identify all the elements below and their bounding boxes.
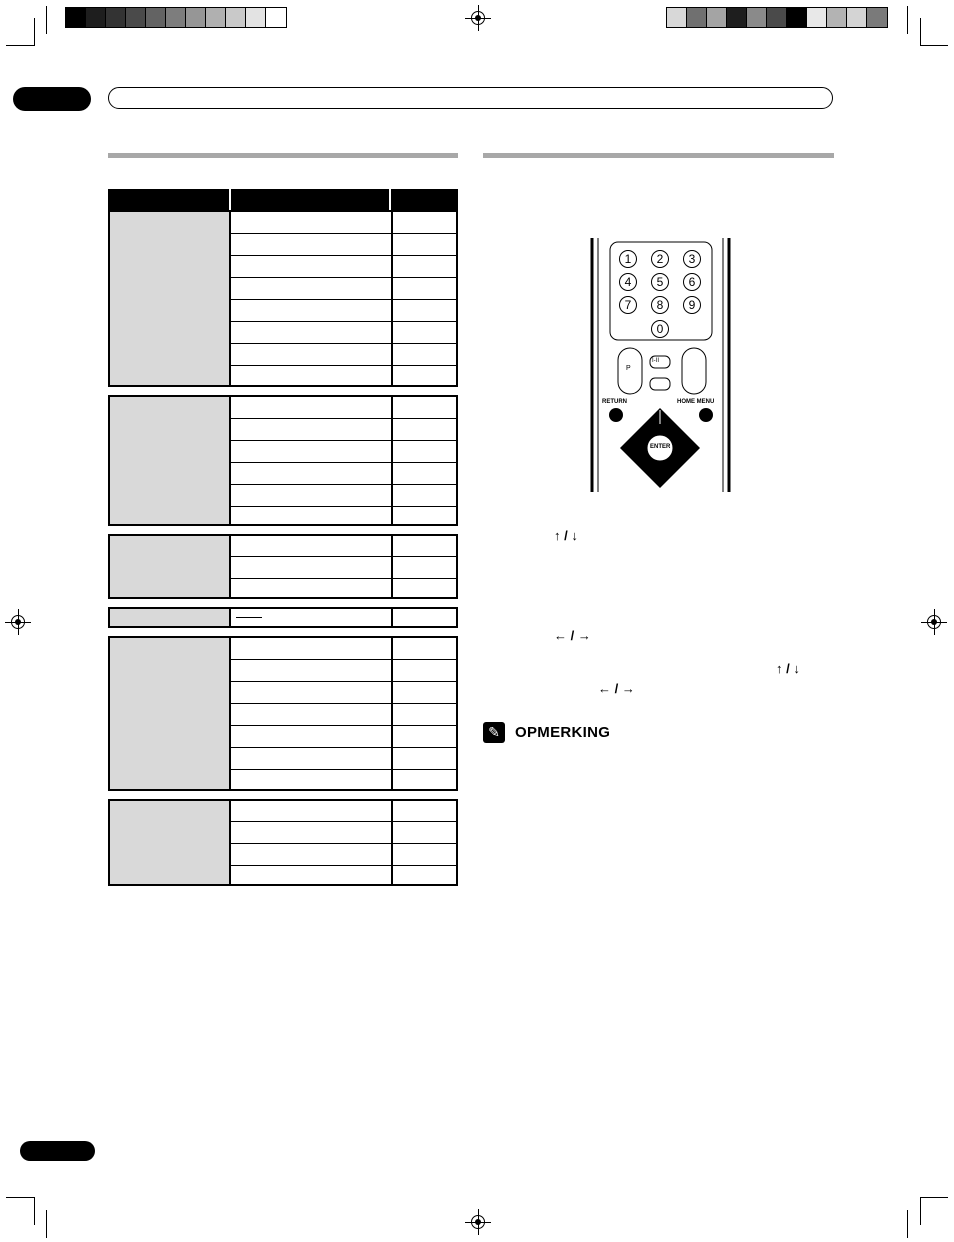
- table-row: [231, 748, 456, 770]
- color-swatch: [727, 8, 747, 27]
- table-row: [231, 441, 456, 463]
- up-down-arrow-icon: ↑ / ↓: [554, 528, 578, 543]
- color-swatch: [86, 8, 106, 27]
- remote-key: 9: [683, 296, 701, 314]
- color-swatch: [747, 8, 767, 27]
- remote-enter-label: ENTER: [650, 444, 671, 450]
- table-row: [231, 822, 456, 844]
- color-swatch: [246, 8, 266, 27]
- color-bar-left: [65, 7, 287, 28]
- remote-key: 2: [651, 250, 669, 268]
- color-swatch: [867, 8, 887, 27]
- left-right-arrow-icon: ← / →: [598, 681, 635, 696]
- table-row: [231, 801, 456, 822]
- table-row: [231, 300, 456, 322]
- table-row: [231, 704, 456, 726]
- color-swatch: [807, 8, 827, 27]
- registration-mark-icon: [11, 615, 25, 629]
- menu-table-group: [108, 395, 458, 526]
- table-row: [231, 397, 456, 419]
- crop-mark: [46, 6, 47, 34]
- crop-mark: [907, 6, 908, 34]
- crop-mark: [920, 1197, 948, 1198]
- table-row: [231, 638, 456, 660]
- remote-key: 6: [683, 273, 701, 291]
- table-row: [231, 866, 456, 886]
- registration-mark-icon: [471, 11, 485, 25]
- table-row: [231, 557, 456, 579]
- color-swatch: [707, 8, 727, 27]
- table-row: [231, 463, 456, 485]
- table-row: [231, 322, 456, 344]
- table-row: [231, 419, 456, 441]
- registration-mark-icon: [471, 1215, 485, 1229]
- remote-key: 4: [619, 273, 637, 291]
- table-row: [231, 726, 456, 748]
- table-row: [231, 256, 456, 278]
- table-row: [231, 536, 456, 557]
- remote-p-label: P: [626, 365, 631, 372]
- remote-i-ii-label: I-II: [652, 358, 659, 364]
- up-down-arrow-icon: ↑ / ↓: [776, 661, 800, 676]
- table-row: [231, 660, 456, 682]
- color-swatch: [186, 8, 206, 27]
- color-swatch: [266, 8, 286, 27]
- crop-mark: [920, 1197, 921, 1225]
- registration-mark-icon: [927, 615, 941, 629]
- menu-table-group: [108, 210, 458, 387]
- crop-mark: [6, 1197, 34, 1198]
- section-rule-left: [108, 153, 458, 158]
- table-row: [231, 278, 456, 300]
- chapter-header-bar: [108, 87, 833, 109]
- table-row: [231, 507, 456, 526]
- table-row: [231, 485, 456, 507]
- menu-table-header: [108, 189, 458, 210]
- color-swatch: [667, 8, 687, 27]
- remote-key: 7: [619, 296, 637, 314]
- crop-mark: [34, 1197, 35, 1225]
- menu-table-group: [108, 534, 458, 599]
- crop-mark: [34, 18, 35, 46]
- menu-table-group: [108, 607, 458, 628]
- remote-key: 3: [683, 250, 701, 268]
- table-row: [231, 609, 456, 626]
- color-swatch: [787, 8, 807, 27]
- menu-table-group: [108, 636, 458, 791]
- crop-mark: [920, 45, 948, 46]
- crop-mark: [6, 45, 34, 46]
- left-right-arrow-icon: ← / →: [554, 628, 591, 643]
- table-row: [231, 344, 456, 366]
- color-bar-right: [666, 7, 888, 28]
- table-row: [231, 366, 456, 387]
- chapter-tab: [13, 87, 91, 111]
- color-swatch: [206, 8, 226, 27]
- color-swatch: [66, 8, 86, 27]
- table-row: [231, 579, 456, 599]
- color-swatch: [126, 8, 146, 27]
- remote-control-illustration: [590, 238, 731, 492]
- color-swatch: [827, 8, 847, 27]
- page-number-tab: [20, 1141, 95, 1161]
- remote-key: 8: [651, 296, 669, 314]
- color-swatch: [146, 8, 166, 27]
- crop-mark: [907, 1210, 908, 1238]
- remote-home-menu-label: HOME MENU: [677, 399, 715, 405]
- color-swatch: [847, 8, 867, 27]
- table-row: [231, 682, 456, 704]
- color-swatch: [166, 8, 186, 27]
- crop-mark: [920, 18, 921, 46]
- note-label: OPMERKING: [515, 724, 611, 741]
- table-row: [231, 844, 456, 866]
- note-pencil-icon: ✎: [483, 722, 505, 743]
- color-swatch: [687, 8, 707, 27]
- table-row: [231, 770, 456, 791]
- remote-key: 1: [619, 250, 637, 268]
- menu-table-group: [108, 799, 458, 886]
- table-row: [231, 212, 456, 234]
- remote-key: 0: [651, 320, 669, 338]
- crop-mark: [46, 1210, 47, 1238]
- color-swatch: [226, 8, 246, 27]
- remote-return-label: RETURN: [602, 399, 627, 405]
- remote-key: 5: [651, 273, 669, 291]
- color-swatch: [106, 8, 126, 27]
- section-rule-right: [483, 153, 834, 158]
- color-swatch: [767, 8, 787, 27]
- table-row: [231, 234, 456, 256]
